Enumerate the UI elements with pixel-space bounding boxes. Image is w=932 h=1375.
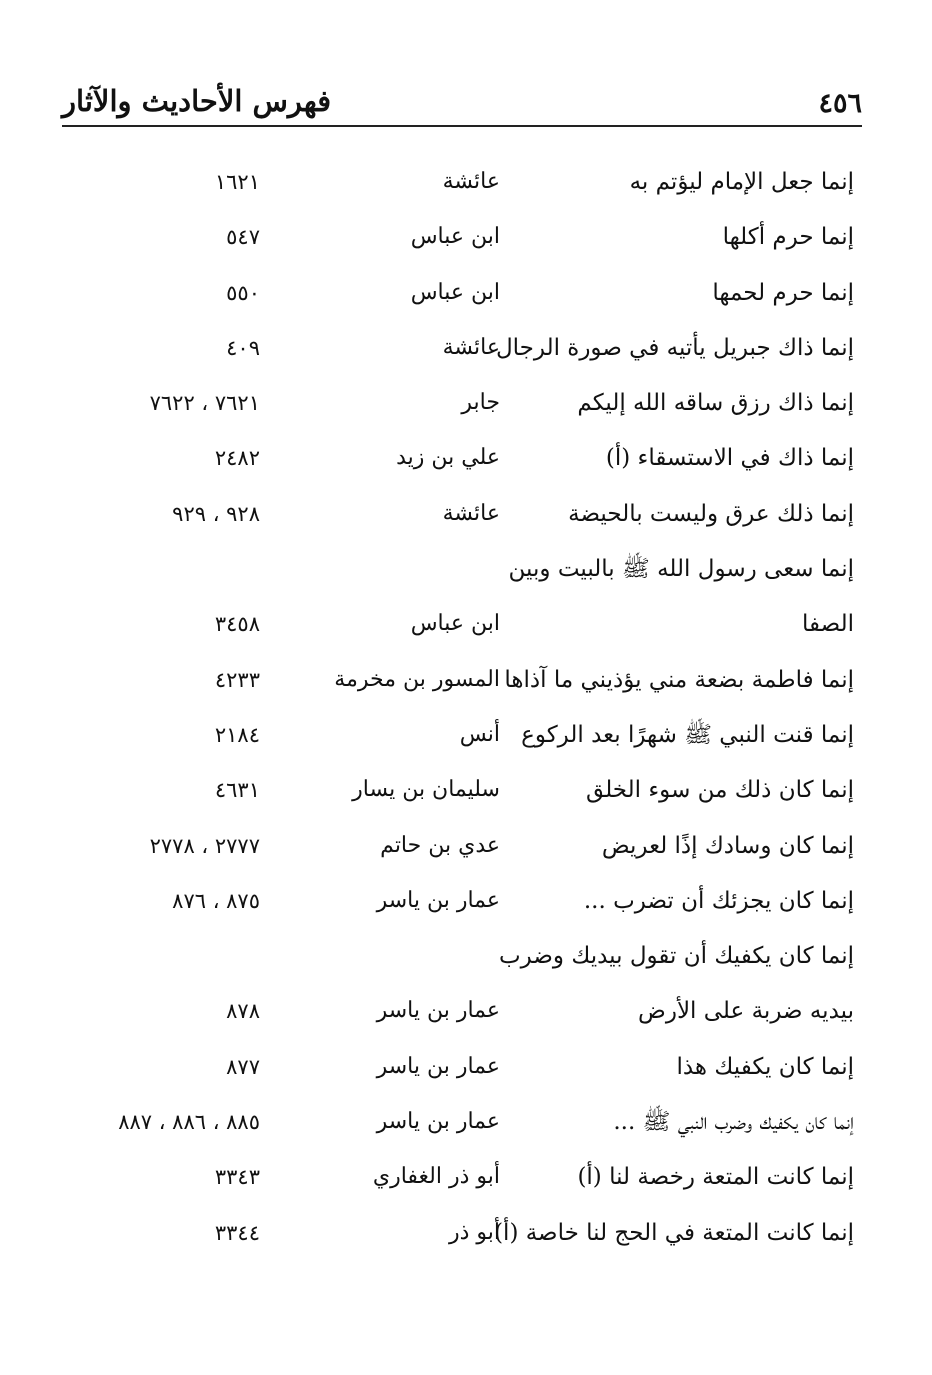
hadith-text: إنما فاطمة بضعة مني يؤذيني ما آذاها (504, 666, 854, 693)
narrator: عمار بن ياسر (376, 1053, 500, 1079)
hadith-text: إنما ذاك رزق ساقه الله إليكم (577, 390, 854, 417)
hadith-text: إنما قنت النبي ﷺ شهرًا بعد الركوع (521, 721, 854, 748)
index-entry (0, 936, 932, 991)
hadith-numbers: ٢١٨٤ (214, 722, 260, 747)
hadith-text: إنما كانت المتعة في الحج لنا خاصة (أ) (494, 1219, 854, 1246)
index-entry (0, 991, 932, 1046)
hadith-numbers: ٣٤٥٨ (214, 612, 260, 637)
index-title: فهرس الأحاديث والآثار (62, 84, 332, 118)
index-entry (0, 438, 932, 493)
hadith-numbers: ١٦٢١ (214, 170, 260, 194)
index-entry (0, 1213, 932, 1268)
hadith-text: إنما كان يجزئك أن تضرب ... (583, 887, 854, 914)
hadith-numbers: ٤٠٩ (226, 335, 260, 360)
hadith-numbers: ٨٨٥ ، ٨٨٦ ، ٨٨٧ (118, 1110, 260, 1135)
hadith-numbers: ٧٦٢١ ، ٧٦٢٢ (149, 391, 260, 416)
hadith-index-list (0, 162, 932, 1268)
hadith-numbers: ٨٧٨ (226, 999, 260, 1024)
page-number: ٤٥٦ (818, 88, 862, 119)
index-entry (0, 549, 932, 604)
hadith-numbers: ٥٤٧ (226, 225, 260, 250)
hadith-text: إنما كان وسادك إذًا لعريض (601, 832, 854, 859)
hadith-numbers: ٣٣٤٤ (214, 1220, 260, 1245)
narrator: أنس (459, 721, 500, 747)
narrator: عائشة (442, 500, 500, 526)
narrator: عمار بن ياسر (376, 1109, 500, 1135)
index-entry (0, 604, 932, 659)
narrator: عائشة (442, 334, 500, 360)
narrator: جابر (461, 390, 500, 416)
hadith-text: إنما كانت المتعة رخصة لنا (أ) (577, 1164, 854, 1191)
index-entry (0, 494, 932, 549)
index-entry (0, 1047, 932, 1102)
running-head (62, 62, 862, 122)
hadith-numbers: ٤٢٣٣ (214, 667, 260, 692)
narrator: ابن عباس (410, 279, 500, 305)
index-entry (0, 1102, 932, 1157)
index-entry (0, 881, 932, 936)
hadith-text: إنما كان يكفيك وضرب النبي ﷺ ... (613, 1109, 854, 1136)
narrator: أبو ذر (448, 1219, 500, 1245)
narrator: علي بن زيد (396, 445, 500, 471)
hadith-text: إنما حرم أكلها (722, 224, 854, 251)
index-entry (0, 770, 932, 825)
narrator: عمار بن ياسر (376, 887, 500, 913)
narrator: عدي بن حاتم (380, 832, 500, 858)
index-entry (0, 1157, 932, 1212)
hadith-text: إنما حرم لحمها (712, 279, 854, 306)
narrator: المسور بن مخرمة (334, 666, 500, 692)
index-entry (0, 162, 932, 217)
hadith-numbers: ٢٧٧٧ ، ٢٧٧٨ (149, 833, 260, 858)
hadith-numbers: ٨٧٥ ، ٨٧٦ (172, 888, 260, 913)
hadith-text: إنما جعل الإمام ليؤتم به (629, 169, 854, 195)
index-entry (0, 383, 932, 438)
hadith-text: إنما ذلك عرق وليست بالحيضة (568, 500, 854, 527)
index-entry (0, 328, 932, 383)
index-entry (0, 826, 932, 881)
header-rule (62, 125, 862, 127)
hadith-text: إنما سعى رسول الله ﷺ بالبيت وبين (508, 556, 854, 583)
narrator: عمار بن ياسر (376, 998, 500, 1024)
hadith-text: إنما كان يكفيك هذا (676, 1053, 854, 1080)
index-entry (0, 273, 932, 328)
hadith-numbers: ٢٤٨٢ (214, 446, 260, 471)
hadith-numbers: ٣٣٤٣ (214, 1165, 260, 1190)
hadith-numbers: ٨٧٧ (226, 1054, 260, 1079)
hadith-text: الصفا (802, 611, 854, 638)
index-entry (0, 660, 932, 715)
index-entry (0, 217, 932, 272)
hadith-text: بيديه ضربة على الأرض (638, 998, 854, 1025)
hadith-numbers: ٤٦٣١ (214, 778, 260, 803)
narrator: أبو ذر الغفاري (372, 1164, 500, 1190)
narrator: عائشة (442, 169, 500, 194)
hadith-text: إنما كان ذلك من سوء الخلق (586, 777, 854, 804)
narrator: ابن عباس (410, 224, 500, 250)
hadith-text: إنما كان يكفيك أن تقول بيديك وضرب (499, 943, 854, 970)
narrator: سليمان بن يسار (352, 777, 500, 803)
hadith-text: إنما ذاك في الاستسقاء (أ) (605, 445, 854, 472)
index-entry (0, 715, 932, 770)
hadith-numbers: ٥٥٠ (226, 280, 260, 305)
narrator: ابن عباس (410, 611, 500, 637)
hadith-numbers: ٩٢٨ ، ٩٢٩ (172, 501, 260, 526)
hadith-text: إنما ذاك جبريل يأتيه في صورة الرجال (495, 334, 854, 361)
